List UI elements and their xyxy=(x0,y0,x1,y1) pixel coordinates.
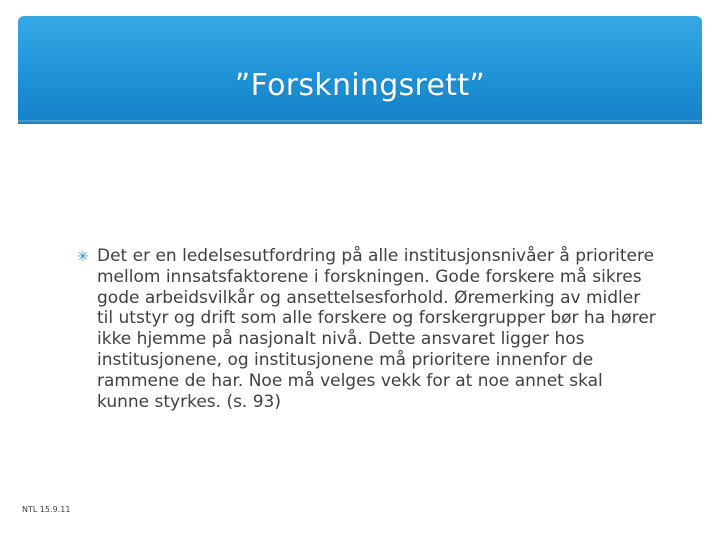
asterisk-bullet-icon: ✳ xyxy=(77,249,89,265)
bullet-item xyxy=(77,246,667,412)
title-band xyxy=(18,16,702,124)
footer-text: NTL 15.9.11 xyxy=(22,505,71,514)
bullet-text: Det er en ledelsesutfordring på alle institusjonsnivåer å prioritere mellom innsatsfaktorene i forskningen. Gode forskere må sikres gode arbeidsvilkår og ansettelsesforhold. Øremerking av midler til utstyr og drift som alle forskere og forskergrupper bør ha hører ikke hjemme på nasjonalt nivå. Dette ansvaret ligger hos institusjonene, og institusjonene må prioritere innenfor de rammene de har. Noe må velges vekk for at noe annet skal kunne styrkes. (s. 93) xyxy=(97,246,656,412)
slide-title: ”Forskningsrett” xyxy=(234,68,486,103)
